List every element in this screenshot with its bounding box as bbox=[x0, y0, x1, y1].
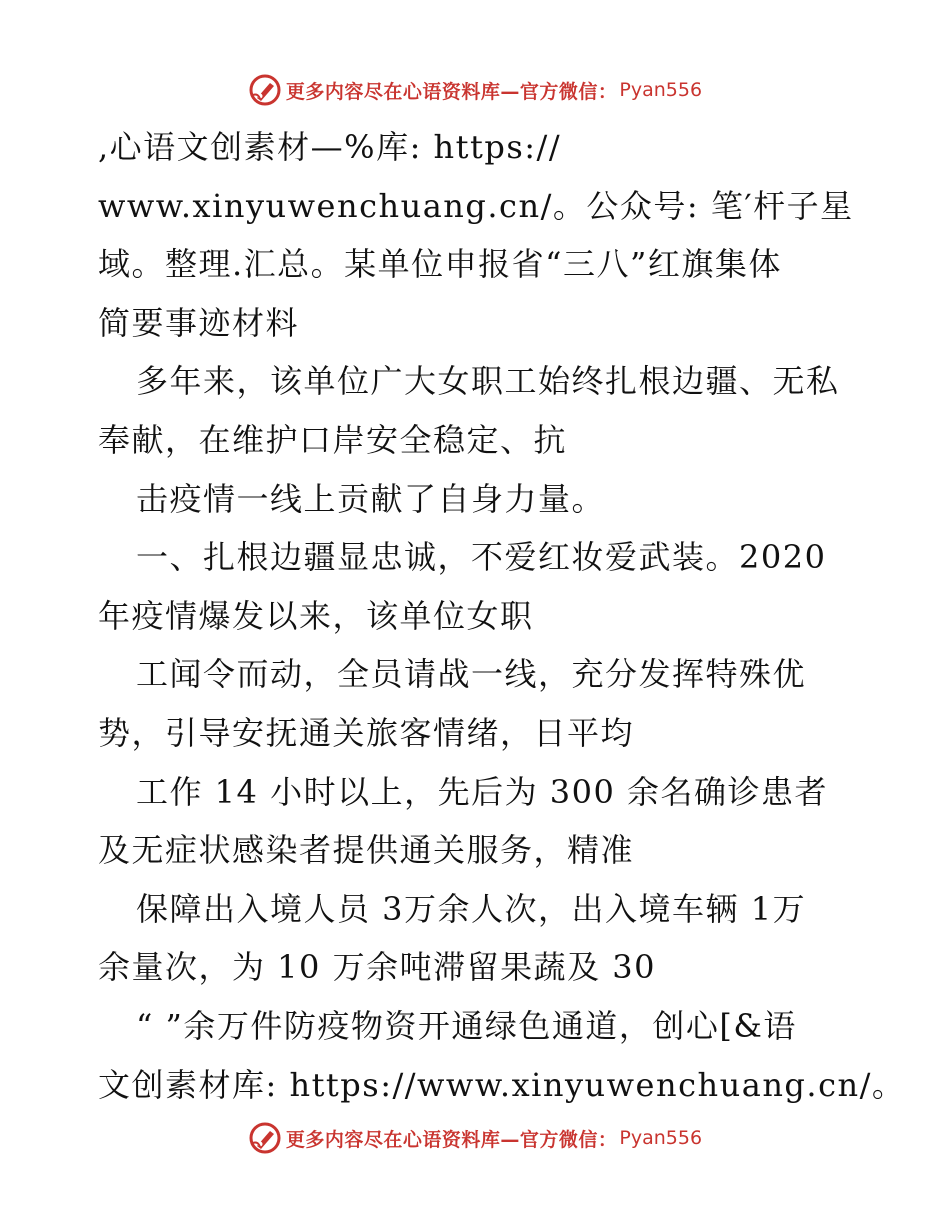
banner-wechat-id: Pyan556 bbox=[619, 79, 703, 101]
pen-nib-circle-icon bbox=[248, 73, 282, 107]
banner-text: 更多内容尽在心语资料库—官方微信： bbox=[285, 1128, 618, 1151]
header-watermark-banner bbox=[0, 70, 950, 110]
text-line: 域。整理.汇总。某单位申报省“三八”红旗集体 bbox=[98, 245, 782, 284]
text-line: 多年来，该单位广大女职工始终扎根边疆、无私 bbox=[136, 362, 840, 401]
text-line: ,心语文创素材—%库: https:// bbox=[98, 128, 562, 166]
pen-nib-circle-icon bbox=[248, 1121, 282, 1155]
text-line: 势，引导安抚通关旅客情绪，日平均 bbox=[98, 713, 635, 752]
text-line: 奉献，在维护口岸安全稳定、抗 bbox=[98, 420, 568, 459]
banner-wechat-id: Pyan556 bbox=[619, 1127, 703, 1149]
text-line: “ ”余万件防疫物资开通绿色通道，创心[&语 bbox=[136, 1006, 797, 1045]
text-line: 年疫情爆发以来，该单位女职 bbox=[98, 596, 534, 635]
document-body bbox=[98, 118, 906, 1114]
text-line: 一、扎根边疆显忠诚，不爱红妆爱武装。2020 bbox=[136, 538, 827, 577]
text-line: 保障出入境人员 3万余人次，出入境车辆 1万 bbox=[136, 889, 807, 928]
text-line: 文创素材库: https://www.xinyuwenchuang.cn/。 bbox=[98, 1065, 906, 1104]
banner-text: 更多内容尽在心语资料库—官方微信： bbox=[285, 80, 618, 103]
text-line: 简要事迹材料 bbox=[98, 303, 300, 342]
text-line: 及无症状感染者提供通关服务，精准 bbox=[98, 831, 635, 870]
text-line: 余量次，为 10 万余吨滞留果蔬及 30 bbox=[98, 948, 656, 987]
text-line: 工作 14 小时以上，先后为 300 余名确诊患者 bbox=[136, 772, 828, 811]
footer-watermark-banner bbox=[0, 1118, 950, 1158]
text-line: www.xinyuwenchuang.cn/。公众号: 笔′杆子星 bbox=[98, 186, 854, 225]
text-line: 工闻令而动，全员请战一线，充分发挥特殊优 bbox=[136, 655, 807, 694]
text-line: 击疫情一线上贡献了自身力量。 bbox=[136, 479, 606, 518]
